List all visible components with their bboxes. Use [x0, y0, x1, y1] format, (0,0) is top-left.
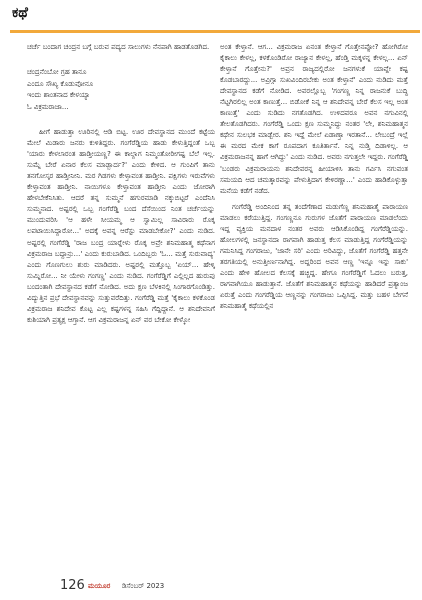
body-paragraph: ಗಂಗೆರೆಡ್ಡಿ ಅಂದಿನಿಂದ ತನ್ನ ತಂದೆಗೆಣಾದ ಮಡುಗೆಣ್ಣ ಶನಿಮಹಾತ್ಮೆ ಪಾರಾಯಣ ಮಾಡಲು ಕರೆಯುತ್ತಿದ್ದ. ಗಂಗಣ್ಣನೂ ಗುರುಗಳ ಜೊತೆಗೆ ಪಾರಾಯಣ ಮಾಡಲೆಂದು ಇದ್ದ ವ್ಯಕ್ತಿಯ ಮನದಾಳ ನಂತರ ಅವರು ಆಡಿಸಿಕೊಂಡಿದ್ದ ಗಂಗೆರೆಡ್ಡಿಯನ್ನು. ಹೋಲಗಳಲ್ಲಿ ಜನಸ್ಥಾನದಾ ರಾಗವಾಗಿ ಹಾಡುತ್ತ ಕೆಲಸ ಮಾಡುತ್ತಿದ್ದ ಗಂಗೆರೆಡ್ಡಿಯನ್ನು ಗಮನಿಸಿದ್ದ ಗಂಗರಾಜು, 'ಜಾನೇ ಸರಿ' ಎಂದು ಅರಿವಿದ್ದು, ಜೊತೆಗೆ ಗಂಗೆರೆಡ್ಡಿ ಹತ್ತನೇ ತರಗತಿಯಲ್ಲಿ ಅನುತ್ತೀರ್ಣನಾಗಿದ್ದ. ಅದ್ದರಿಂದ ಅವನ ಆಣ್ಣ 'ಇನ್ನೂ ಇನ್ನು ಸಾಕು' ಎಂದು ಹೇಳಿ ಹೋಲದ ಕೆಲಸಕ್ಕೆ ಹಚ್ಚಿದ್ದ. ಹೇಗೂ ಗಂಗೆರೆಡ್ಡಿಗೆ ಓದಲು ಬರುತ್ತ, ರಾಗವಾಗಿಯೂ ಹಾಡುತ್ತಾನೆ. ಜೊತೆಗೆ ಶನಿಮಹಾತ್ಮನ ಕಥೆಯನ್ನು ಹಾಡಿದರೆ ಪ್ರತ್ಯಾಂಜ ಏರುತ್ತೆ ಎಂದು ಗಂಗರೆಡ್ಡಿಯ ಆಣ್ಣನನ್ನು ಗಂಗರಾಜು ಒಪ್ಪಿಸಿದ್ದ. ಮತ್ತು ಬಹಳ ಬೇಗನೆ ಶನಿಮಹಾತ್ಮೆ ಕಥೆಯಲ್ಲಿನ	[220, 202, 408, 311]
issue-date: ಡಿಸೆಂಬರ್ 2023	[122, 582, 165, 590]
header-rule	[10, 30, 420, 33]
page-number: 126	[60, 578, 85, 593]
poem-line: ಓ ವಿಕ್ರಮರಾಜಾ...	[27, 102, 69, 111]
magazine-name: ಮಯೂರ	[88, 582, 111, 590]
poem	[27, 67, 215, 113]
right-column	[220, 42, 408, 317]
poem-line: ಇಂದು ಶಾಂತನಾದ ಕೇಳಯ್ಯಾ	[27, 91, 91, 100]
body-paragraph: ಹೀಗೆ ಹಾಡುತ್ತಾ ಊರಿನಲ್ಲಿ ಆಡಿ ಬಿಟ್ಟ. ಊರ ದೇವಸ್ಥಾನದ ಮುಂದೆ ಕಟ್ಟೆಯ ಮೇಲೆ ಮಿಡಾರು ಜನರು ಕುಳಿತಿದ್ದರು. ಗಂಗೆರೆಡ್ಡಿಯ ಹಾಡು ಕೇಳುತ್ತಿದ್ದಂತೆ ಒಬ್ಬ 'ಯಾರು ಕೇಳಲಾರಂತ ಹಾಡ್ತೀಯಣ್ಣ? ಈ ಕಾಲ್ದಾಗ ನಿಮ್ಮಂತೋರೀಗಷ್ಟ ಬೆಲೆ ಇಲ್ಲ. ಸುಮ್ನೆ ಬೇರೆ ಏನಾರ ಕೆಲಸ ಮಾಡ್ಬಾರ್ದ?' ಎಂದು ಕೇಳಿದ. ಆ ಗುಂಪಿಗೆ ತಾನು ತನಗೋಸ್ಕರ ಹಾಡ್ತೀನೀನಿ. ಮರ ಗಿಡಗಳು ಕೇಳ್ತಾವಂತ ಹಾಡ್ತೀನಿ. ಪಕ್ಷಿಗಳು ಇರುವೆಗಳು ಕೇಳ್ತಾವಂತ ಹಾಡ್ತೀನಿ. ನಾಯಿಗಳೂ ಕೇಳ್ತಾವಂತ ಹಾಡ್ತೀನಿ ಎಂದು ಜೋರಾಗಿ ಹೇಳಬೇಕೆನಿಸಿತು. ಆದರೆ ತನ್ನ ಸುಮ್ಮನೆ ಹಗುರಮಾಡಿ ನಕ್ಕುಬಿಟ್ಟರೆ ಎಂದೆನಿಸಿ ಸುಮ್ಮನಾದ. ಅಷ್ಟರಲ್ಲಿ ಒಬ್ಬ ಗಂಗೆರೆಡ್ಡಿ ಬಂದ ದೆಸೆಯಿಂದ ನಿಂತ ಚರ್ಚೆಯನ್ನು ಮುಂದುವರಿಸಿ 'ಆ ಹಳೇ ಸೀಯಮ್ಮ ಆ ಸ್ವಾಮಿಲ್ಲ ಸಾವಿರಾರು ರೊಕ್ಕ ಲಪಟಾಯಿಸಿದ್ದಾರೋ...' ಅದಕ್ಕೆ ಅವನ್ನ ಆರೆಸ್ಟು ಮಾಡಬೇಕೋ?' ಎಂದು ನುಡಿದ. ಅಷ್ಟರಲ್ಲಿ ಗಂಗೆರೆಡ್ಡಿ 'ರಾಜ ಬಂದ್ರ ಯಾರ್‍ನೇಳು ರೊಕ್ಕ ಅವ್ರೇ ಶನಿಮಹಾತ್ಮ ಕಥೆನಾಗ ವಿಕ್ರಮರಾಜ ಬದ್ದಾನ್ರು...' ಎಂದು ಕುರುಬಾಡಿದ. ಒಂದಿಬ್ಬರು 'ಓ... ಮತ್ತೆ ಸುರುವಾದ್ಯ' ಎಂದು ಗೊಣಗುಲು ಶುರು ಮಾಡಿದರು. ಅಷ್ಟರಲ್ಲಿ ಮತ್ತೊಬ್ಬ 'ಏಯ್... ಹೇಳ್ಕಿ ಸುಮ್ನಿರೋ... ನೀ ಯೇಳು ಗಂಗಣ್ಣ' ಎಂದು ನುಡಿದ. ಗಂಗೆರೆಡ್ಡಿಗೆ ಎಲ್ಲಿಲ್ಲದ ಹುರುಪು ಬಂದಂತಾಗಿ ದೇವಸ್ಥಾನದ ಕಡೆಗೆ ನೋಡಿದ. ಅದು ಕ್ಷಣ ಬೆಳಕಿನಲ್ಲಿ ಸಿಂಗಾರಗೊಂಡಿತ್ತು. ವಿದ್ಯುತ್ತಿನ ಪ್ರಭೆ ದೇವಸ್ಥಾನವನ್ನು ಸುತ್ತುವರೆದಿತ್ತು. ಗಂಗೆರೆಡ್ಡಿ ಮತ್ತೆ 'ಕೈಕಾಲು ಕಳಕೊಂಡ ವಿಕ್ರಮರಾಜ ಶನಿದೇವ ಕೊಟ್ಟ ಎಲ್ಲ ಕಷ್ಟಗಳನ್ನ ಸಹಿಸಿ ಗೆದ್ದಿದ್ದಾನೆ. ಆ ಶನಿದೇವನಿಗೆ ಕುಶಿಯಾಗಿ ಪ್ರತ್ಯಕ್ಷ ಆಗ್ತಾನೆ. ಆಗ ವಿಕ್ರಮರಾಜನ್ನ ಏನ್ ವರ ಬೇಕೋ ಕೇಳ್ಕೋ	[27, 128, 215, 324]
intro-paragraph: ಚರ್ಚೆ ಬಂದಾಗ ಚಂದ್ರನ ಬಗ್ಗೆ ಬರುವ ಪದ್ಯದ ಸಾಲುಗಳು ನೆನಪಾಗಿ ಹಾಡತೊಡಗಿದ.	[27, 43, 210, 51]
body-paragraph: ಅಂತ ಕೇಳ್ತಾನೆ. ಆಗ... ವಿಕ್ರಮರಾಜ ಏನಂತ ಕೇಳ್ತಾನೆ ಗೊತ್ತೇನಪ್ಪೋ? ಹೋಗಿರೋ ಕೈಕಾಲು ಕೇಳಲ್ಲ, ಕಳಕೊಂಡಿರೋ ರಾಜ್ಯಾನ ಕೇಳಲ್ಲ, ಹೆಂಡ್ತಿ ಮಕ್ಕಳನ್ನ ಕೇಳಲ್ಲ... ಏನ್ ಕೇಳ್ತಾನೆ ಗೊತ್ತೇನು?' ಅವ್ರನ ರಾಜ್ಯದಲ್ಲಿರೋ ಜನಗಳುಕೆ ಯಾವ್ದೇ ಕಷ್ಟ ಕೊಡಬಾರದ್ದು... ಅವ್ರಿಗ್ಗಾ ಸುಖವಿಂದಿರಬೇಕು ಅಂತ ಕೇಳ್ತಾನೆ' ಎಂದು ನುಡಿದು ಮತ್ತೆ ದೇವಸ್ಥಾನದ ಕಡೆಗೆ ನೋಡಿದ. ಅವರಲ್ಲೊಬ್ಬ 'ಗಂಗಣ್ಣ ನಿನ್ನ ರಾಜನುಕೆ ಬುದ್ಧಿ ನೆಟ್ಟಗಿರಲಿಲ್ಲ ಅಂತ ಕಾಣುತ್ತೆ... ಬಿಡೋಕೆ ನಿನ್ನ ಆ ಶನಿದೇವನ್ನ ಬೇರೆ ಕೆಲಸ ಇಲ್ಲ ಅಂತ ಕಾಣುತ್ತೆ' ಎಂದು ಸುಡಿದು ನಗತೊಡಗಿದ. ಉಳಿದವರೂ ಅವನ ನಗುವಿನಲ್ಲಿ ತೇಲತೊಡಗಿದರು. ಗಂಗೆರೆಡ್ಡಿ ಒಂದು ಕ್ಷಣ ಸುಮ್ಮನಿದ್ದು ನಂತರ 'ಲೇ, ಶನಿಮಹಾತ್ಮನ ಕಥೇನ ಸುಲಭಕ ಮಾಡ್ಬೇರ. ಶನಿ ಇದ್ದೆ ಮೇಲೆ ಏಡಾಣ್ತಾ ಇರತಾನೆ... ಲೇಬಂದ್ರೆ ಇಲ್ಲೆ ಈ ಮರದ ಮೇಕ ಕಾಗೆ ರೂಪದಾಗ ಕೂತಿರ್ತಾನೆ. ನಿನ್ನ ನುಡ್ತಿ ದಿಡಾಳಿಲ್ಲ. ಆ ವಿಕ್ರಮರಾಜನನ್ನ ಹಾಗೆ ಆಗಿದ್ದು' ಎಂದು ನುಡಿದ. ಅವರು ನಗುತ್ತಲೇ ಇದ್ದರು. ಗಂಗೆರೆಡ್ಡಿ 'ಬಂಡರು ವಿಕ್ರಮರಾಯನು ಶನಿದೇವರನ್ನ ಹೀಯಾಳಿಸಿ ತಾನು ಗರ್ವಿಸಿ ನಗುವಂತ ಸಮಯದಿ ಆದ ಚಮತ್ಕಾರವನ್ನು ಪೇಳುತ್ತಿದಾಗ ಕೇಳಿರಣ್ಣಾ...' ಎಂದು ಹಾಡಿಕೊಳ್ಳುತ್ತಾ ಮನೆಯ ಕಡೆಗೆ ನಡೆದ.	[220, 43, 408, 195]
poem-line: ಎಂದೂ ಸೌಖ್ಯ ಕೊಡುವೋನೂ	[27, 79, 94, 88]
left-column	[27, 42, 215, 331]
poem-line: ಚಂದ್ರನೆಂಬೋ ಗ್ರಹ ತಾನೂ	[27, 68, 87, 77]
section-label: ಕಥೆ	[12, 5, 28, 21]
page-header	[0, 0, 422, 30]
